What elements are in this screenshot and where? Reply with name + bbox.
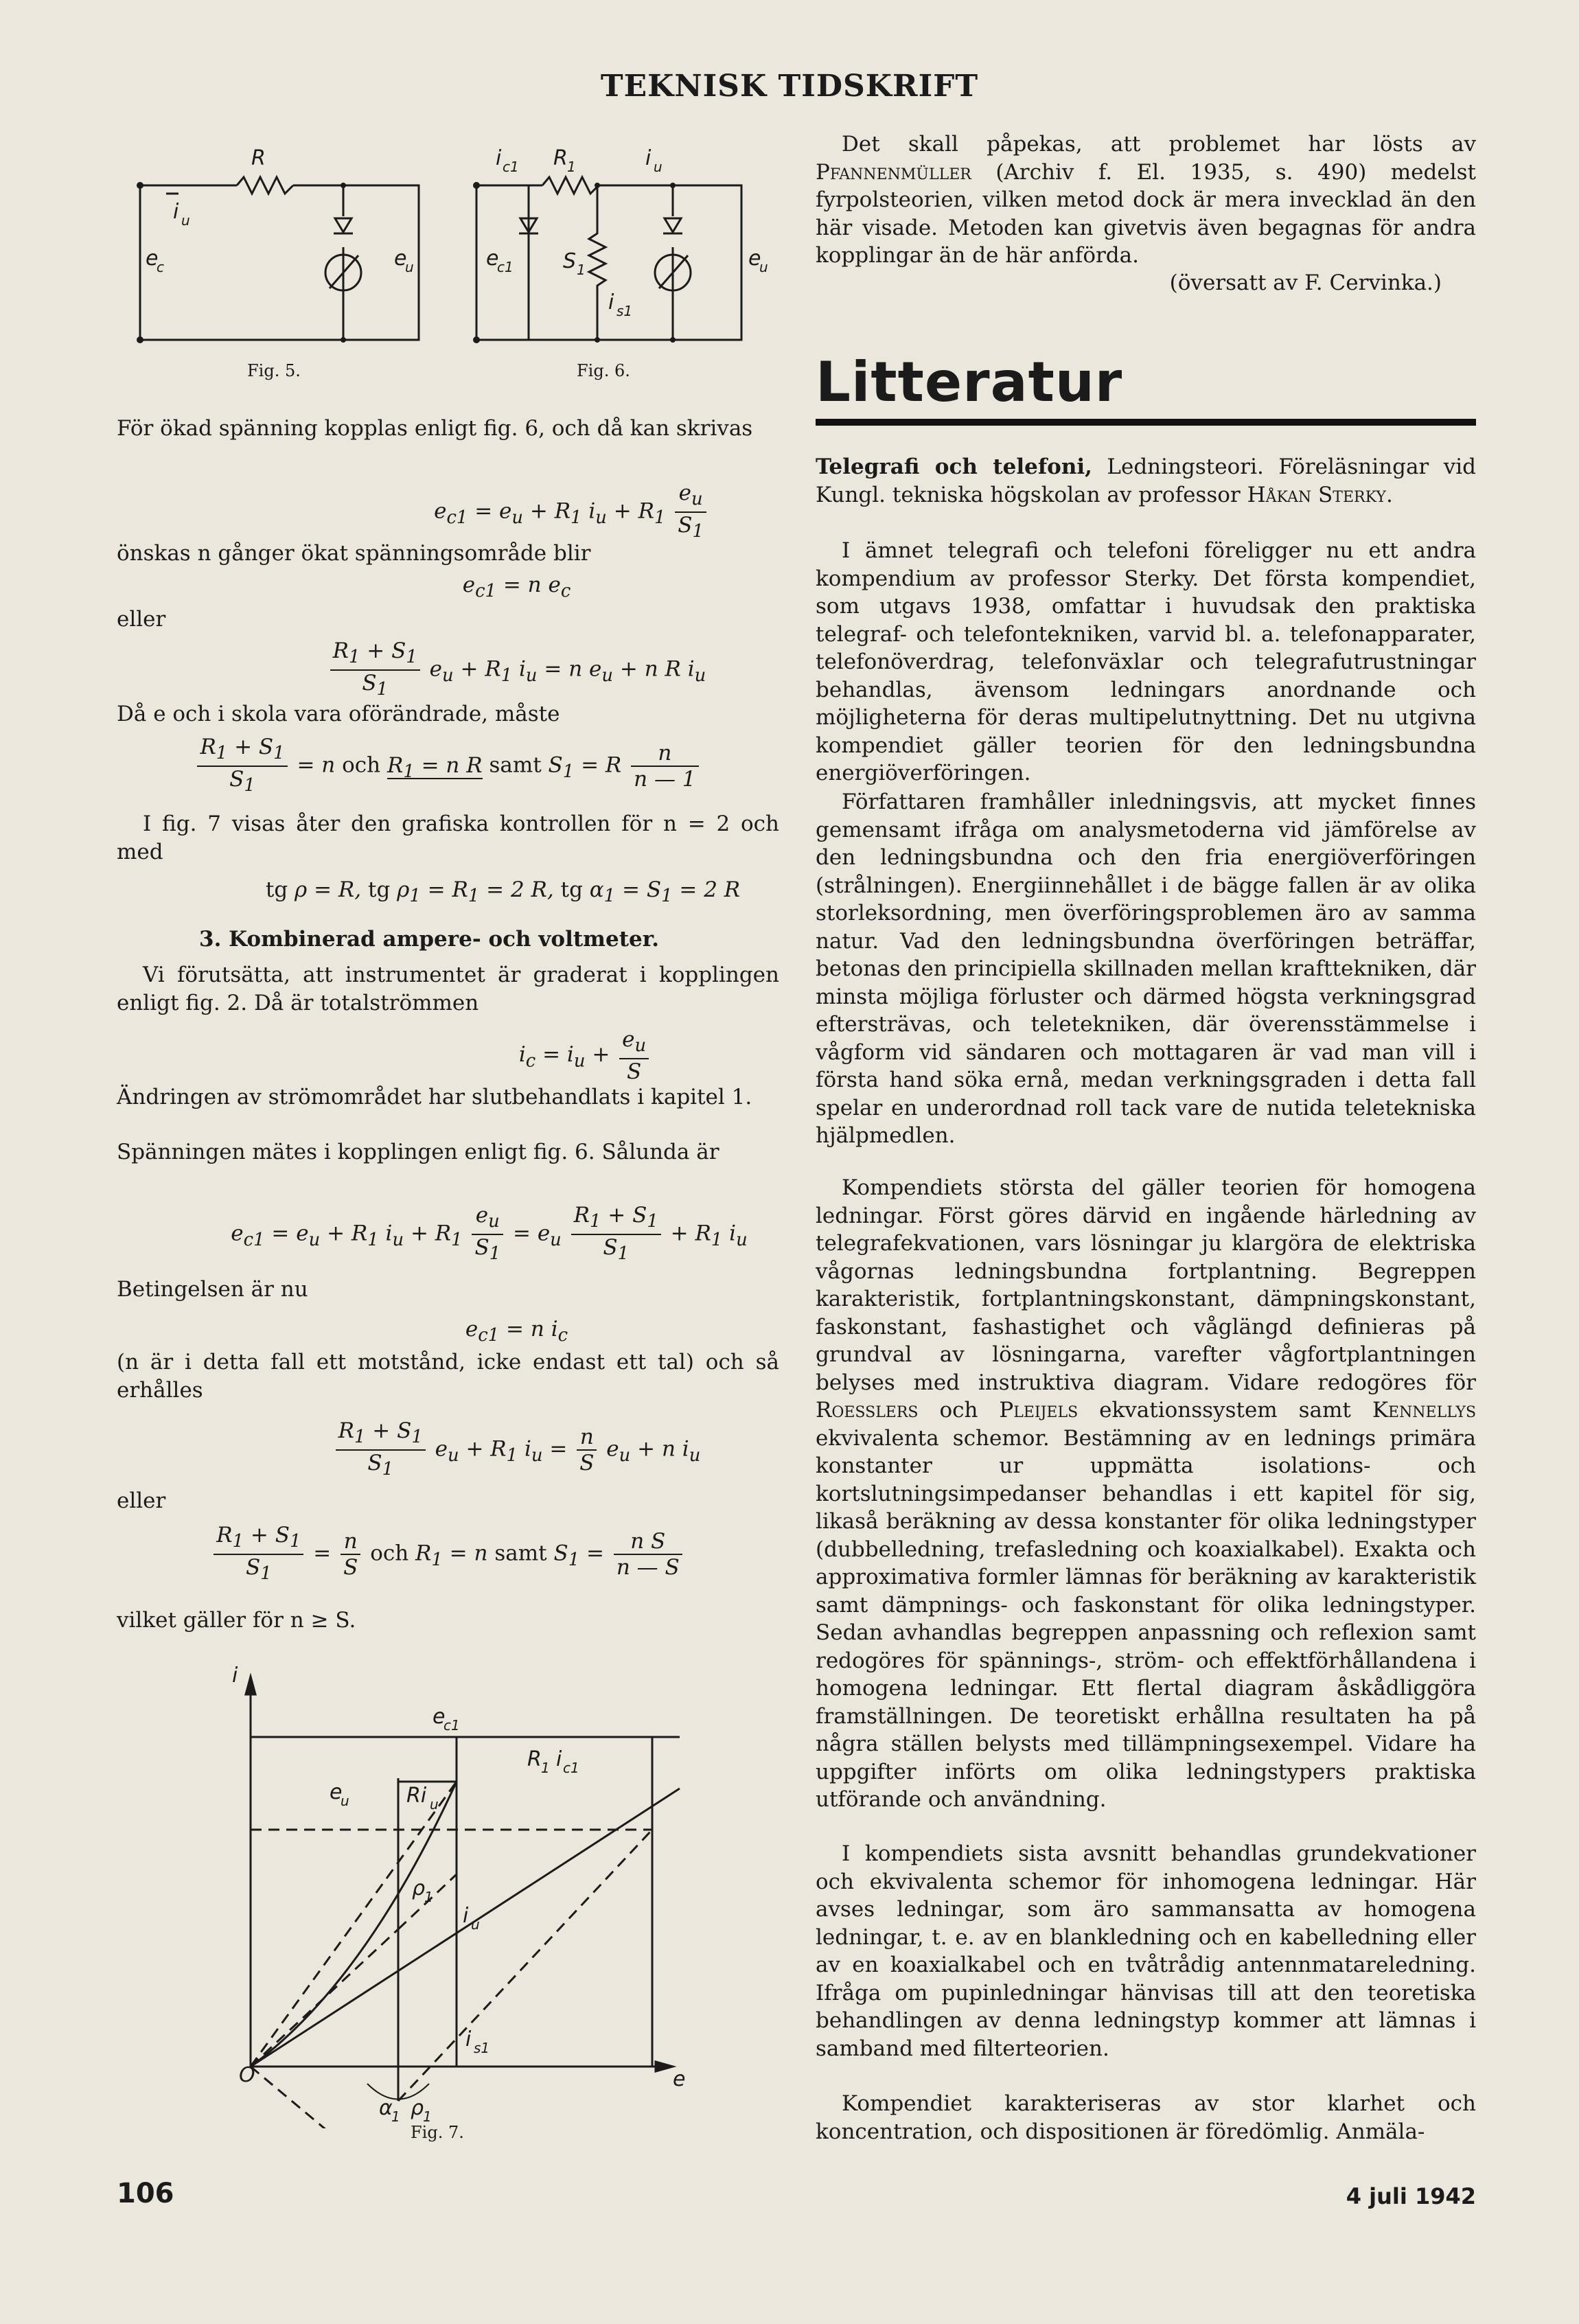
section-heading-3: 3. Kombinerad ampere- och voltmeter. (199, 927, 660, 952)
equation-condition-3: $\frac{R_1 + S_1}{S_1}$ $e_u + R_1$ $i_u$ = $\frac{n}{S}$ $e_u + n$ $i_u$ (117, 1418, 848, 1482)
fig5-label-ec: e (146, 246, 159, 271)
fig6-label-ic1: i (496, 146, 502, 170)
svg-text:u: u (430, 1796, 439, 1813)
section-rule (816, 419, 1476, 426)
svg-text:s1: s1 (474, 2040, 490, 2056)
issue-date: 4 juli 1942 (1346, 2183, 1476, 2209)
fig6-label-eu: e (748, 246, 761, 271)
left-para-9: Betingelsen är nu (117, 1277, 308, 1302)
masthead: TEKNISK TIDSKRIFT (600, 69, 979, 104)
left-para-3: eller (117, 607, 166, 632)
fig6-label-S1: S (563, 249, 577, 273)
fig5-label-iu: i (173, 200, 179, 224)
svg-text:1: 1 (567, 159, 576, 175)
left-para-11: eller (117, 1488, 166, 1513)
svg-text:c: c (157, 259, 164, 275)
right-para-5: I kompendiets sista avsnitt behandlas grundekvationer och ekvivalenta schemor för inhomogena ledningar. Här avses ledningar, som äro sammansatta av homogena ledningar, t. e. av en blankledning och en kabelledning eller av en koaxialkabel och en tvåtrådig antennmatareledning. Ifråga om pupinledningar hänvisas till att den teoretiska behandlingen av denna ledningstyp kommer att lämnas i samband med filterteorien. (816, 1841, 1476, 2061)
svg-text:1: 1 (424, 1889, 433, 1905)
equation-ec1-nic: $e_{c1} = n$ $i_c$ (465, 1317, 568, 1346)
fig7-label-i: i (232, 1664, 238, 1688)
svg-text:u: u (759, 259, 768, 275)
right-para-3: Författaren framhåller inledningsvis, att mycket finnes gemensamt ifråga om analysmetoderna vid jämförelse av den ledningsbundna och den fria energiöverföringen (strålningen). Energiinnehållet i de bägge fallen är av olika storleksordning, men överföringsproblemen äro av samma natur. Vad den ledningsbundna överföringen beträffar, betonas den principiella skillnaden mellan krafttekniken, där minsta möjliga förluster och därmed högsta verkningsgrad eftersträvas, och teletekniken, där överensstämmelse i vågform vid sändaren och mottagaren är vad man vill i första hand söka ernå, medan verkningsgraden i detta fall spelar en underordnad roll tack vare de nutida teletekniska hjälpmedlen. (816, 790, 1476, 1148)
fig7-label-rho1b: ρ (411, 2096, 424, 2120)
fig7-label-rho1: ρ (412, 1876, 426, 1900)
equation-total-current: $i_c = i_u$ + $\frac{e_u}{S}$ (117, 1027, 917, 1084)
svg-text:c1: c1 (563, 1760, 579, 1776)
fig7-label-Riu: Ri (406, 1784, 427, 1808)
left-para-5: I fig. 7 visas åter den grafiska kontrollen för n = 2 och med (117, 812, 779, 864)
svg-text:1: 1 (391, 2108, 400, 2125)
section-title-litteratur: Litteratur (816, 350, 1123, 414)
equation-tangents: tg ρ = R, tg $\rho_1 = R_1 = 2$ R, tg $\alpha_1 = S_1 = 2$ R (265, 877, 741, 907)
fig7-label-iu: i (463, 1904, 469, 1928)
left-para-1: För ökad spänning kopplas enligt fig. 6, och då kan skrivas (117, 416, 753, 441)
fig7-label-eu: e (330, 1780, 343, 1804)
circuit-figures-5-6 (117, 137, 776, 391)
fig6-label-is1: i (608, 290, 614, 314)
svg-text:c1: c1 (503, 159, 519, 175)
right-para-2: I ämnet telegrafi och telefoni föreligger nu ett andra kompendium av professor Sterky. Det första kompendiet, som utgavs 1938, omfattar i huvudsak den praktiska telegraf- och telefontekniken, varvid bl. a. telefonapparater, telefonöverdrag, telefonväxlar och telegrafutrustningar behandlas, ävensom ledningars anordnande och möjligheterna för deras multipelutnyttning. Det nu utgivna kompendiet gäller teorien för den ledningsbundna energiöverföringen. (816, 538, 1476, 785)
page-number: 106 (117, 2178, 174, 2209)
graph-figure-7 (227, 1661, 721, 2128)
equation-condition-4: $\frac{R_1 + S_1}{S_1}$ = $\frac{n}{S}$ och $R_1 = n$ samt $S_1$ = $\frac{\text{n S}}{n — S}$ (117, 1523, 779, 1586)
svg-text:u: u (405, 259, 414, 275)
fig7-label-ec1: e (433, 1705, 446, 1729)
svg-text:u: u (181, 212, 190, 229)
equation-ec1-sum: $e_{c1} = e_u + R_1$ $i_u + R_1$ $\frac{e_u}{S_1}$ (117, 481, 903, 544)
equation-ec1-full: $e_{c1} = e_u + R_1$ $i_u + R_1$ $\frac{e_u}{S_1}$ = $e_u$ $\frac{R_1 + S_1}{S_1}$ + $R_1$ $i_u$ (231, 1203, 748, 1265)
svg-text:1: 1 (541, 1760, 550, 1776)
fig6-label-iu: i (645, 146, 652, 170)
svg-text:u: u (654, 159, 662, 175)
equation-condition-2: $\frac{R_1 + S_1}{S_1}$ = n och $R_1 = n$ R samt $S_1 = R$ $\frac{n}{n — 1}$ (117, 735, 779, 798)
fig6-caption: Fig. 6. (577, 361, 630, 380)
right-para-4: Kompendiets största del gäller teorien för homogena ledningar. Först göres därvid en ingående härledning av telegrafekvationen, vars lösningar ju klargöra de elektriska vågornas ledningsbundna fortplantning. Begreppen karakteristik, fortplantningskonstant, dämpningskonstant, faskonstant, fashastighet och våglängd definieras på grundval av lösningarna, varefter vågfortplantningen belyses med instruktiva diagram. Vidare redogöres för Roesslers och Pleijels ekvationssystem samt Kennellys ekvivalenta schemor. Bestämning av en lednings primära konstanter ur uppmätta isolations- och kortslutningsimpedanser behandlas i ett kapitel för sig, likaså beräkning av dessa konstanter för olika ledningstyper (dubbelledning, trefasledning och koaxialkabel). Exakta och approximativa formler lämnas för beräkning av karakteristik samt dämpnings- och faskonstant för olika ledningstyper. Sedan avhandlas begreppen anpassning och reflexion samt redogöres för spännings-, ström- och effektförhållandena i homogena ledningar. Ett flertal diagram åskådliggöra framställningen. De teoretiskt erhållna resultaten ha på några ställen belysts med tillämpningsexempel. Vidare ha uppgifter införts om olika ledningstypers praktiska utförande och användning. (816, 1175, 1477, 1812)
svg-text:u: u (341, 1793, 349, 1809)
svg-text:1: 1 (577, 262, 586, 278)
fig7-caption: Fig. 7. (411, 2123, 464, 2142)
left-para-6: Vi förutsätta, att instrumentet är graderat i kopplingen enligt fig. 2. Då är totalströmmen (117, 963, 779, 1015)
left-para-4: Då e och i skola vara oförändrade, måste (117, 702, 560, 726)
svg-text:c1: c1 (443, 1717, 460, 1734)
left-para-8: Spänningen mätes i kopplingen enligt fig. 6. Sålunda är (117, 1140, 719, 1164)
fig7-label-is1: i (465, 2027, 472, 2051)
equation-condition-1: $\frac{R_1 + S_1}{S_1}$ $e_u + R_1$ $i_u = n$ $e_u + n$ R $i_u$ (117, 638, 848, 702)
equation-ec1-nec: $e_{c1} = n$ $e_c$ (462, 573, 571, 602)
review-header: Telegrafi och telefoni, Ledningsteori. Föreläsningar vid Kungl. tekniska högskolan av professor Håkan Sterky. (816, 455, 1476, 507)
left-para-7: Ändringen av strömområdet har slutbehandlats i kapitel 1. (117, 1085, 752, 1109)
fig6-label-R1: R (553, 146, 568, 170)
right-para-1: Det skall påpekas, att problemet har lösts av Pfannenmüller (Archiv f. El. 1935, s. 490) medelst fyrpolsteorien, vilken metod dock är mera invecklad än den här visade. Metoden kan givetvis även begagnas för andra kopplingar än de här anförda. (816, 132, 1476, 268)
left-para-10: (n är i detta fall ett motstånd, icke endast ett tal) och så erhålles (117, 1350, 779, 1403)
svg-text:s1: s1 (616, 303, 633, 319)
right-translator-note: (översatt av F. Cervinka.) (1169, 271, 1442, 295)
left-para-13: vilket gäller för n ≥ S. (117, 1608, 356, 1633)
svg-text:i: i (556, 1747, 562, 1771)
left-para-2: önskas n gånger ökat spänningsområde blir (117, 541, 591, 566)
fig7-label-O: O (239, 2063, 255, 2087)
fig7-label-e: e (673, 2067, 686, 2091)
fig5-label-eu: e (394, 246, 407, 271)
fig5-caption: Fig. 5. (247, 361, 301, 380)
right-para-6: Kompendiet karakteriseras av stor klarhet och koncentration, och dispositionen är föredömlig. Anmäla- (816, 2091, 1476, 2144)
svg-text:c1: c1 (497, 259, 514, 275)
fig7-label-alpha1: α (379, 2096, 393, 2120)
fig6-label-ec1: e (486, 246, 499, 271)
fig5-label-R: R (251, 146, 266, 170)
fig7-label-R1ic1: R (527, 1747, 542, 1771)
svg-text:1: 1 (423, 2108, 432, 2125)
svg-text:u: u (471, 1916, 480, 1933)
